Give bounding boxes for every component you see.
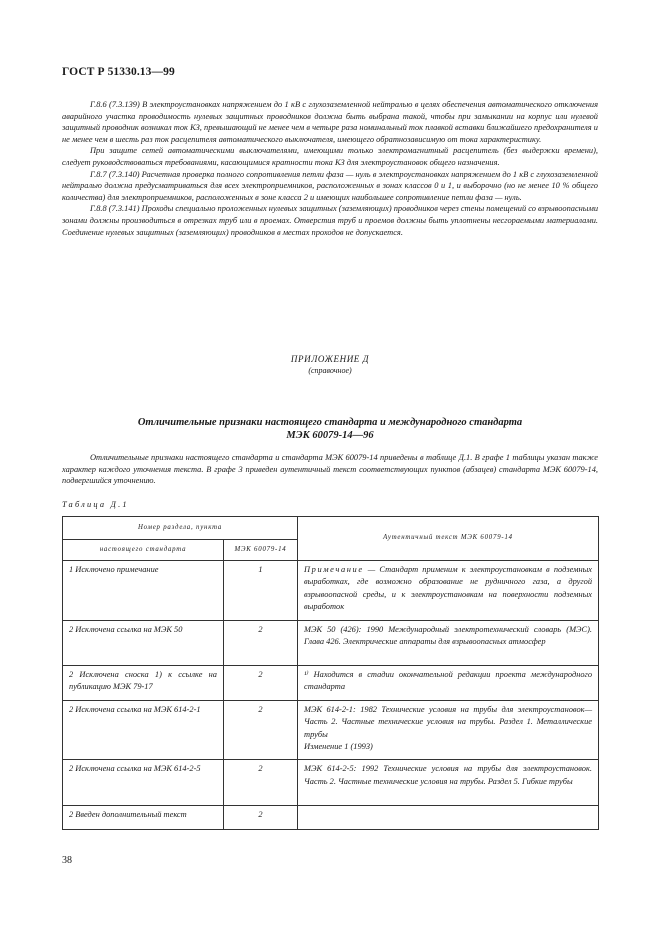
authentic-text-amendment: Изменение 1 (1993) [304,742,373,752]
intro-text [62,452,598,487]
note-text: — Стандарт применим к электроустановкам в подземных выработках, где возможно образование не рудничного газа, а другой взрывоопасной среды, и к электроустановкам на поверхности подземных выработок [304,565,593,612]
section-title [62,416,598,442]
cell-this-standard: 2 Исключена ссылка на МЭК 614-2-5 [63,760,224,806]
appendix-title: ПРИЛОЖЕНИЕ Д [290,354,370,364]
cell-iec-clause: 2 [224,760,298,806]
differences-table [62,516,599,830]
section-title-line2: МЭК 60079-14—96 [286,430,374,441]
cell-authentic-text: МЭК 614-2-5: 1992 Технические условия на трубы для электроустановок. Часть 2. Частные технические условия на трубы. Раздел 5. Гибкие трубы [298,760,599,806]
cell-this-standard: 2 Введен дополнительный текст [63,806,224,830]
cell-iec-clause: 2 [224,700,298,760]
intro-paragraph: Отличительные признаки настоящего стандарта и стандарта МЭК 60079-14 приведены в таблице Д.1. В графе 1 таблицы указан также характер каждого уточнения текста. В графе 3 приведен аутентичный текст соответствующих пунктов (абзацев) стандарта МЭК 60079-14, подвергшийся уточнению. [62,453,598,486]
appendix-heading [62,353,598,377]
authentic-text-main: МЭК 614-2-1: 1982 Технические условия на трубы для электроустановок— Часть 2. Частные технические условия на трубы. Раздел 1. Металлические трубы [304,704,593,739]
cell-authentic-text [298,561,599,621]
page-number: 38 [62,855,72,866]
standard-code-header: ГОСТ Р 51330.13—99 [62,66,175,78]
cell-this-standard: 2 Исключена ссылка на МЭК 614-2-1 [63,700,224,760]
cell-this-standard: 2 Исключена сноска 1) к ссылке на публикацию МЭК 79-17 [63,666,224,701]
header-this-standard: настоящего стандарта [63,540,224,561]
cell-authentic-text [298,806,599,830]
table-row [63,666,599,701]
cell-authentic-text [298,700,599,760]
table-label: Таблица Д.1 [62,500,129,509]
body-text [62,99,598,238]
paragraph-breakers: При защите сетей автоматическими выключателями, имеющими только электромагнитный расцепитель (без выдержки времени), следует руководствоваться требованиями, касающимися кратности тока КЗ для электроустановок общего назначения. [62,146,598,167]
paragraph-g87: Г.8.7 (7.3.140) Расчетная проверка полного сопротивления петли фаза — нуль в электроустановках напряжением до 1 кВ с глухозаземленной нейтралью должна предусматриваться для всех электроприемников, расположенных в зонах классов 0 и 1, и выборочно (но не менее 10 % общего количества) для электроприемников, расположенных в зоне класса 2 и имеющих наибольшее сопротивление петли фаза — нуль. [62,169,598,202]
cell-authentic-text: ¹⁾ Находится в стадии окончательной редакции проекта международного стандарта [298,666,599,701]
paragraph-g86: Г.8.6 (7.3.139) В электроустановках напряжением до 1 кВ с глухозаземленной нейтралью в целях обеспечения автоматического отключения аварийного участка проводимость нулевых защитных проводников должна быть выбрана такой, чтобы при замыкании на корпус или нулевой защитный проводник возникал ток КЗ, превышающий не менее чем в четыре раза номинальный ток плавкой вставки ближайшего предохранителя и не менее чем в шесть раз ток расцепителя автоматического выключателя, имеющего обратнозависимую от тока характеристику. [62,100,598,144]
paragraph-g88: Г.8.8 (7.3.141) Проходы специально проложенных нулевых защитных (заземляющих) проводников через стены помещений со взрывоопасными зонами должны производиться в отрезках труб или в проемах. Отверстия труб и проемов должны быть уплотнены несгораемыми материалами. Соединение нулевых защитных (заземляющих) проводников в местах проходов не допускается. [62,204,599,237]
table-row [63,700,599,760]
cell-iec-clause: 2 [224,806,298,830]
cell-authentic-text: МЭК 50 (426): 1990 Международный электротехнический словарь (МЭС). Глава 426. Электрические аппараты для взрывоопасных атмосфер [298,621,599,666]
note-lead: Примечание [304,565,364,574]
table-row [63,806,599,830]
header-iec: МЭК 60079-14 [224,540,298,561]
cell-this-standard: 1 Исключено примечание [63,561,224,621]
table-row [63,561,599,621]
table-row [63,760,599,806]
appendix-subtitle: (справочное) [308,366,352,375]
section-title-line1: Отличительные признаки настоящего стандарта и международного стандарта [137,417,523,428]
header-authentic-text: Аутентичный текст МЭК 60079-14 [298,517,599,561]
cell-this-standard: 2 Исключена ссылка на МЭК 50 [63,621,224,666]
cell-iec-clause: 2 [224,666,298,701]
table-row [63,621,599,666]
cell-iec-clause: 1 [224,561,298,621]
cell-iec-clause: 2 [224,621,298,666]
header-section-number: Номер раздела, пункта [63,517,298,540]
